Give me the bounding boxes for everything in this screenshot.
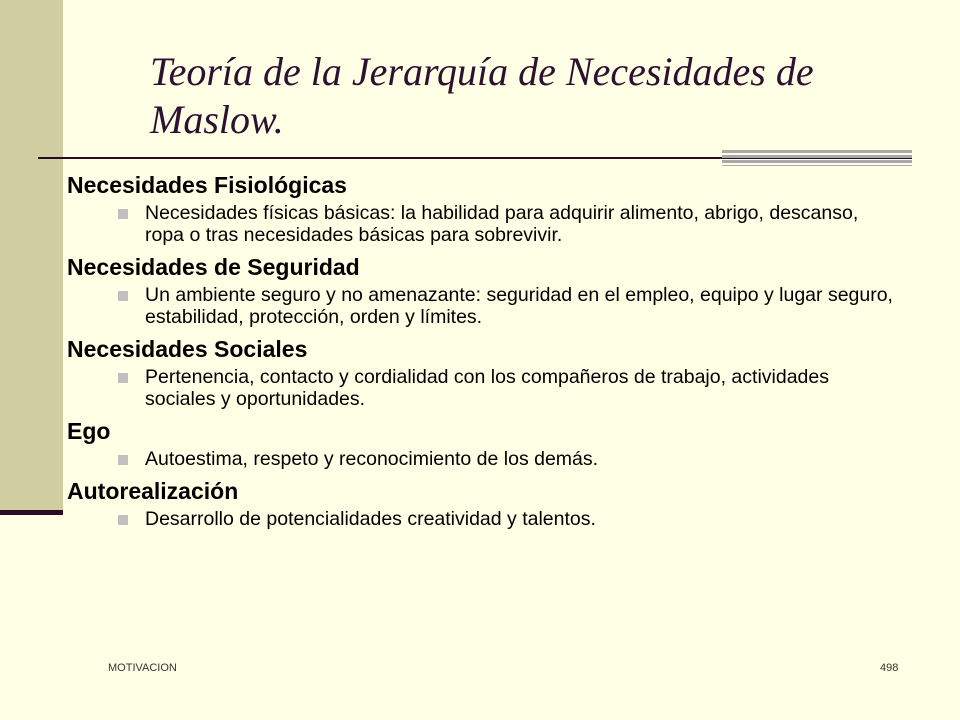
square-bullet-icon xyxy=(118,373,128,383)
square-bullet-icon xyxy=(118,455,128,465)
bullet-item xyxy=(67,284,897,328)
section-sociales xyxy=(67,334,897,410)
section-heading: Autorealización xyxy=(67,478,239,504)
square-bullet-icon xyxy=(118,515,128,525)
section-heading: Necesidades Sociales xyxy=(67,336,308,362)
section-autorealizacion xyxy=(67,476,897,530)
section-heading: Necesidades Fisiológicas xyxy=(67,172,347,198)
section-heading: Ego xyxy=(67,418,111,444)
bullet-item xyxy=(67,366,897,410)
page-number: 498 xyxy=(880,662,899,674)
title-divider-accent xyxy=(722,150,912,166)
left-decorative-band xyxy=(0,0,63,512)
square-bullet-icon xyxy=(118,209,128,219)
section-ego xyxy=(67,416,897,470)
section-heading: Necesidades de Seguridad xyxy=(67,254,360,280)
slide-content xyxy=(67,170,897,536)
bullet-text: Necesidades físicas básicas: la habilidad para adquirir alimento, abrigo, descanso, ropa o tras necesidades básicas para sobrevivir. xyxy=(145,202,859,246)
bullet-text: Desarrollo de potencialidades creatividad y talentos. xyxy=(145,508,596,530)
section-fisiologicas xyxy=(67,170,897,246)
bullet-text: Un ambiente seguro y no amenazante: seguridad en el empleo, equipo y lugar seguro, estabilidad, protección, orden y límites. xyxy=(145,284,893,328)
left-band-underline xyxy=(0,510,63,515)
bullet-item xyxy=(67,508,897,530)
footer-label: MOTIVACION xyxy=(108,662,177,674)
bullet-text: Pertenencia, contacto y cordialidad con los compañeros de trabajo, actividades sociales y oportunidades. xyxy=(145,366,829,410)
square-bullet-icon xyxy=(118,291,128,301)
bullet-item xyxy=(67,448,897,470)
slide-title: Teoría de la Jerarquía de Necesidades de Maslow. xyxy=(150,49,814,142)
section-seguridad xyxy=(67,252,897,328)
bullet-text: Autoestima, respeto y reconocimiento de los demás. xyxy=(145,448,599,470)
bullet-item xyxy=(67,202,897,246)
